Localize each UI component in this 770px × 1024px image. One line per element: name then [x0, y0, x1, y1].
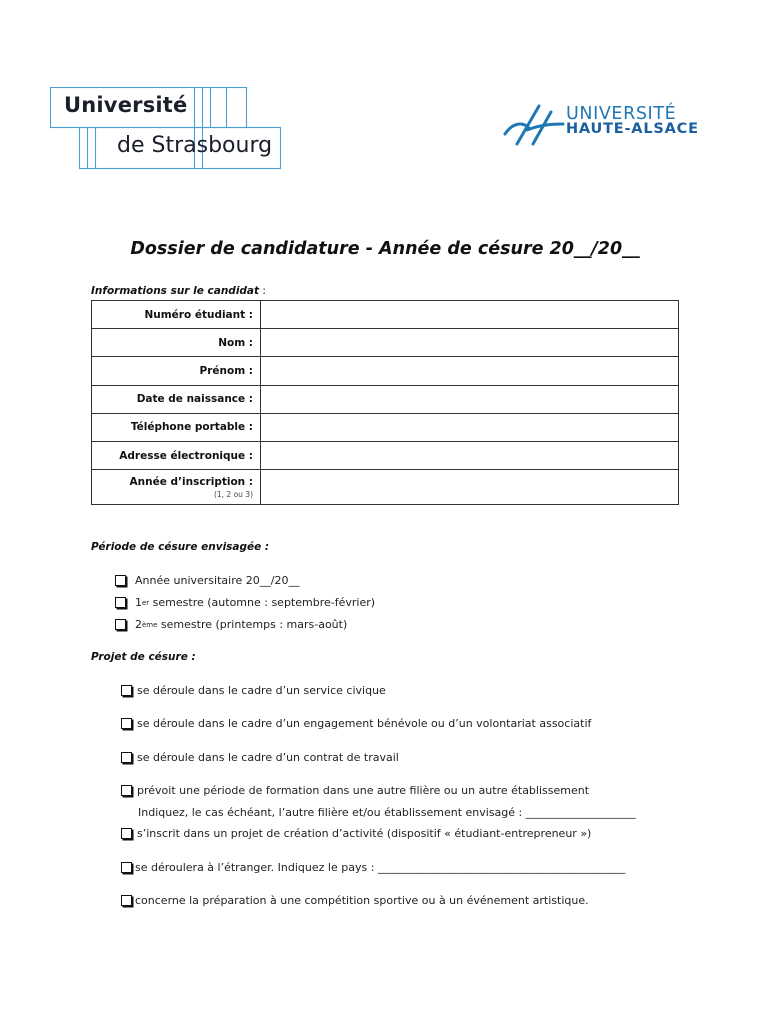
period-option-semestre2-sup: ème: [142, 620, 158, 629]
field-input-telephone[interactable]: [261, 413, 679, 441]
checkbox-icon[interactable]: [121, 718, 132, 729]
universite-de-strasbourg-logo: [50, 87, 282, 170]
project-option-benevole[interactable]: [121, 717, 591, 730]
table-row: [92, 413, 679, 441]
checkbox-icon[interactable]: [121, 785, 132, 796]
table-row: [92, 441, 679, 469]
uha-logo-line2: HAUTE-ALSACE: [566, 121, 699, 137]
uds-logo-line1: Université: [64, 93, 188, 117]
field-label-prenom: Prénom :: [92, 357, 261, 385]
checkbox-icon[interactable]: [115, 575, 126, 586]
project-option-etranger[interactable]: [121, 861, 625, 874]
field-label-numero-etudiant: Numéro étudiant :: [92, 301, 261, 329]
field-input-prenom[interactable]: [261, 357, 679, 385]
field-label-nom: Nom :: [92, 329, 261, 357]
period-option-semestre2-ordinal: 2: [135, 618, 142, 631]
project-option-text: se déroule dans le cadre d’un service civique: [137, 684, 386, 697]
checkbox-icon[interactable]: [121, 895, 132, 906]
field-input-numero-etudiant[interactable]: [261, 301, 679, 329]
project-option-text: se déroule dans le cadre d’un contrat de travail: [137, 751, 399, 764]
annee-inscription-note: (1, 2 ou 3): [213, 489, 253, 499]
project-section-label: Projet de césure :: [91, 651, 196, 663]
candidate-section-label-text: Informations sur le candidat: [91, 285, 260, 297]
checkbox-icon[interactable]: [121, 752, 132, 763]
field-label-annee-inscription: [92, 470, 261, 505]
table-row: [92, 357, 679, 385]
field-label-telephone: Téléphone portable :: [92, 413, 261, 441]
period-option-semestre2[interactable]: [115, 618, 347, 631]
candidate-section-label: [91, 285, 266, 297]
project-option-formation[interactable]: [121, 784, 589, 797]
table-row: [92, 470, 679, 505]
uha-emblem-icon: [503, 100, 565, 152]
universite-haute-alsace-logo: [503, 100, 733, 152]
field-label-date-naissance: Date de naissance :: [92, 385, 261, 413]
formation-detail-line[interactable]: Indiquez, le cas échéant, l’autre filière et/ou établissement envisagé : ____________________: [138, 806, 636, 819]
period-option-annee[interactable]: [115, 574, 299, 587]
project-option-service-civique[interactable]: [121, 684, 386, 697]
project-option-text: s’inscrit dans un projet de création d’activité (dispositif « étudiant-entrepreneur »): [137, 827, 592, 840]
table-row: [92, 301, 679, 329]
uds-logo-line2: de Strasbourg: [117, 133, 273, 158]
checkbox-icon[interactable]: [115, 619, 126, 630]
project-option-creation-activite[interactable]: [121, 827, 591, 840]
period-option-annee-text: Année universitaire 20__/20__: [135, 574, 300, 587]
project-option-text: se déroulera à l’étranger. Indiquez le pays : _____________________________________________: [135, 861, 626, 874]
project-option-competition[interactable]: [121, 894, 589, 907]
period-section-label: Période de césure envisagée :: [91, 541, 270, 553]
checkbox-icon[interactable]: [115, 597, 126, 608]
candidate-section-label-colon: :: [259, 285, 266, 297]
checkbox-icon[interactable]: [121, 685, 132, 696]
table-row: [92, 385, 679, 413]
table-row: [92, 329, 679, 357]
field-label-email: Adresse électronique :: [92, 441, 261, 469]
checkbox-icon[interactable]: [121, 862, 132, 873]
field-input-annee-inscription[interactable]: [261, 470, 679, 505]
period-option-semestre1-text: semestre (automne : septembre-février): [149, 596, 376, 609]
field-input-nom[interactable]: [261, 329, 679, 357]
document-title: Dossier de candidature - Année de césure 20__/20__: [130, 239, 640, 259]
project-option-contrat-travail[interactable]: [121, 751, 399, 764]
period-option-semestre1[interactable]: [115, 596, 375, 609]
period-option-semestre2-text: semestre (printemps : mars-août): [157, 618, 348, 631]
candidate-info-table: [91, 300, 679, 505]
project-option-text: se déroule dans le cadre d’un engagement bénévole ou d’un volontariat associatif: [137, 717, 592, 730]
field-input-email[interactable]: [261, 441, 679, 469]
uha-logo-line1: UNIVERSITÉ: [566, 104, 677, 124]
period-option-semestre1-ordinal: 1: [135, 596, 142, 609]
field-input-date-naissance[interactable]: [261, 385, 679, 413]
checkbox-icon[interactable]: [121, 828, 132, 839]
project-option-text: concerne la préparation à une compétition sportive ou à un événement artistique.: [135, 894, 589, 907]
period-option-semestre1-sup: er: [142, 598, 150, 607]
annee-inscription-label: Année d’inscription :: [129, 475, 253, 488]
project-option-text: prévoit une période de formation dans une autre filière ou un autre établissement: [137, 784, 590, 797]
